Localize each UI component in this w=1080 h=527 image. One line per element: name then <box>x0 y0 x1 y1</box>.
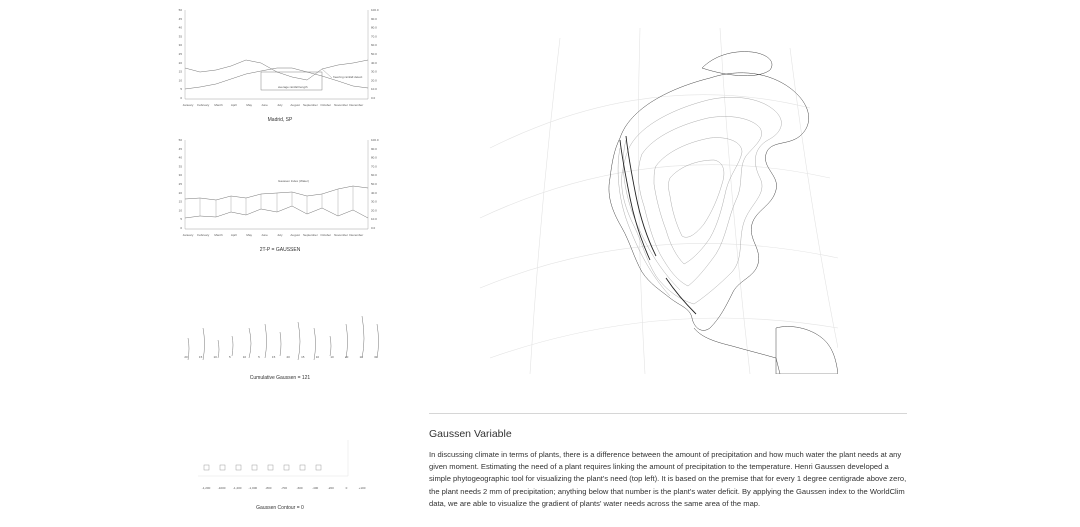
cumulative-value: 10 <box>315 355 320 359</box>
madrid-right-tick: 50.0 <box>371 52 377 56</box>
madrid-month-label: January <box>182 103 194 107</box>
contour-scale-label: -1,000 <box>248 486 258 490</box>
madrid-right-tick: 40.0 <box>371 60 377 65</box>
gaussen-left-tick: 0 <box>180 226 182 230</box>
gaussen-left-tick: 50 <box>178 138 182 142</box>
contour-caption: Gaussen Contour = 0 <box>256 505 304 511</box>
gaussen-right-tick: 100.0 <box>371 138 379 142</box>
madrid-left-tick: 35 <box>178 34 182 39</box>
cumulative-caption: Cumulative Gaussen = 121 <box>249 375 311 381</box>
gaussen-right-tick: 10.0 <box>371 217 377 222</box>
gaussen-right-tick: 70.0 <box>371 164 377 169</box>
gaussen-left-tick: 30 <box>178 173 182 178</box>
contour-scale-label: -1,200 <box>201 486 211 490</box>
continent-outline <box>609 52 838 374</box>
cumulative-value: 20 <box>286 355 290 359</box>
gaussen-annotation: Gaussen Index (Water) <box>278 179 309 183</box>
madrid-month-label: June <box>261 103 268 107</box>
cumulative-value: 10 <box>242 355 247 359</box>
gaussen-left-tick: 15 <box>178 199 182 204</box>
gaussen-month-label: January <box>182 233 194 237</box>
madrid-right-tick: 100.0 <box>371 8 379 12</box>
madrid-month-label: March <box>214 103 223 107</box>
madrid-left-tick: 10 <box>178 78 182 83</box>
gaussen-right-tick: 30.0 <box>371 199 377 204</box>
gaussen-month-label: October <box>320 233 332 237</box>
madrid-left-tick: 0 <box>180 96 182 100</box>
gaussen-month-label: June <box>261 233 268 237</box>
gaussen-chart <box>170 136 390 242</box>
section-body: In discussing climate in terms of plants, there is a difference between the amount of precipitation and how much water the plant needs at any given moment. Estimating the need of a plant requires linking the amount of precipitation to the temperature. Henri Gaussen developed a simple phytogeographic tool for visualizing the plant's need (top left). It is based on the premise that for every 1 degree centigrade above zero, the plant needs 2 mm of precipitation; anything below that number is the plant's water deficit. By applying the Gaussen index to the WorldClim data, we are able to visualize the gradient of plants' water needs across the same area of the map. <box>429 450 907 508</box>
madrid-month-label: July <box>277 103 283 107</box>
section-title: Gaussen Variable <box>429 428 512 440</box>
gaussen-month-label: March <box>214 233 223 237</box>
madrid-left-tick: 5 <box>180 87 182 92</box>
map-graticule <box>480 28 838 374</box>
gaussen-left-tick: 45 <box>178 146 182 151</box>
madrid-month-label: October <box>320 103 332 107</box>
contour-scale-label: +100 <box>358 486 366 490</box>
contour-scale-label: -1,200 <box>232 486 242 490</box>
madrid-right-tick: 20.0 <box>371 78 377 83</box>
contour-scale-label: 0 <box>345 486 348 490</box>
madrid-annotation-low: average rainfall length <box>278 85 308 89</box>
madrid-month-label: August <box>290 103 300 107</box>
gaussen-right-tick: 50.0 <box>371 182 377 186</box>
contour-scale-label: -200 <box>327 486 334 490</box>
north-america-gaussen-map <box>470 28 838 374</box>
madrid-left-tick: 15 <box>178 69 182 74</box>
contour-scale-label: -400 <box>312 486 319 490</box>
madrid-month-label: May <box>246 103 253 107</box>
cumulative-value: 30 <box>374 355 378 359</box>
madrid-month-label: September <box>303 103 318 107</box>
cumulative-value: 15 <box>198 355 203 359</box>
gaussen-month-label: July <box>277 233 283 237</box>
cumulative-value: 5 <box>258 355 260 359</box>
gaussen-right-tick: 80.0 <box>371 155 377 160</box>
cumulative-value: 15 <box>271 355 276 359</box>
rocky-mountain-ridges <box>620 136 696 314</box>
madrid-right-tick: 60.0 <box>371 43 377 48</box>
contour-scale-label: -600 <box>296 486 303 490</box>
gaussen-right-tick: 20.0 <box>371 208 377 213</box>
gaussen-month-label: April <box>230 233 237 237</box>
gaussen-month-label: December <box>349 233 364 237</box>
madrid-month-label: February <box>197 103 210 107</box>
madrid-climate-chart <box>170 6 390 112</box>
section-divider <box>429 413 907 414</box>
cumulative-gaussen-chart <box>170 310 390 365</box>
madrid-month-label: November <box>334 103 348 107</box>
gaussen-month-label: November <box>334 233 348 237</box>
cumulative-value: 15 <box>301 355 305 359</box>
gaussen-left-tick: 20 <box>178 190 182 195</box>
gaussen-month-label: August <box>290 233 300 237</box>
madrid-right-tick: 30.0 <box>371 69 377 74</box>
madrid-right-tick: 70.0 <box>371 34 377 39</box>
cumulative-value: 10 <box>359 355 363 359</box>
gaussen-left-tick: 35 <box>178 164 182 169</box>
madrid-left-tick: 20 <box>178 60 182 65</box>
cumulative-value: 20 <box>344 355 349 359</box>
madrid-annotation-high: freezing rainfall detect <box>333 75 363 79</box>
cumulative-value: 10 <box>330 355 334 359</box>
gaussen-month-label: September <box>303 233 318 237</box>
madrid-left-tick: 50 <box>178 8 182 12</box>
madrid-right-tick: 90.0 <box>371 16 377 21</box>
madrid-left-tick: 45 <box>178 16 182 21</box>
madrid-right-tick: 10.0 <box>371 87 377 92</box>
gaussen-right-tick: 90.0 <box>371 146 377 151</box>
cumulative-value: 20 <box>184 355 188 359</box>
madrid-month-label: April <box>230 103 237 107</box>
gaussen-right-tick: 60.0 <box>371 173 377 178</box>
gaussen-left-tick: 40 <box>178 155 182 160</box>
gaussen-left-tick: 5 <box>180 217 182 222</box>
madrid-month-label: December <box>349 103 364 107</box>
madrid-left-tick: 25 <box>178 52 182 56</box>
gaussen-month-label: February <box>197 233 210 237</box>
contour-scale-label: -1000 <box>217 486 226 490</box>
madrid-caption: Madrid, SP <box>267 117 293 123</box>
gaussen-month-label: May <box>246 233 253 237</box>
madrid-left-tick: 30 <box>178 43 182 48</box>
gaussen-left-tick: 10 <box>178 208 182 213</box>
madrid-left-tick: 40 <box>178 25 182 30</box>
contour-scale-label: -800 <box>265 486 272 490</box>
gaussen-right-tick: 40.0 <box>371 190 377 195</box>
gaussen-caption: 2T-P = GAUSSEN <box>259 247 301 253</box>
contour-scale-label: -700 <box>280 486 288 490</box>
madrid-right-tick: 0.0 <box>371 96 376 100</box>
cumulative-value: 10 <box>213 355 217 359</box>
gaussen-contour-chart <box>170 436 390 494</box>
gaussen-left-tick: 25 <box>178 182 182 186</box>
cumulative-value: 5 <box>228 355 231 359</box>
gaussen-right-tick: 0.0 <box>371 226 376 230</box>
madrid-right-tick: 80.0 <box>371 25 377 30</box>
